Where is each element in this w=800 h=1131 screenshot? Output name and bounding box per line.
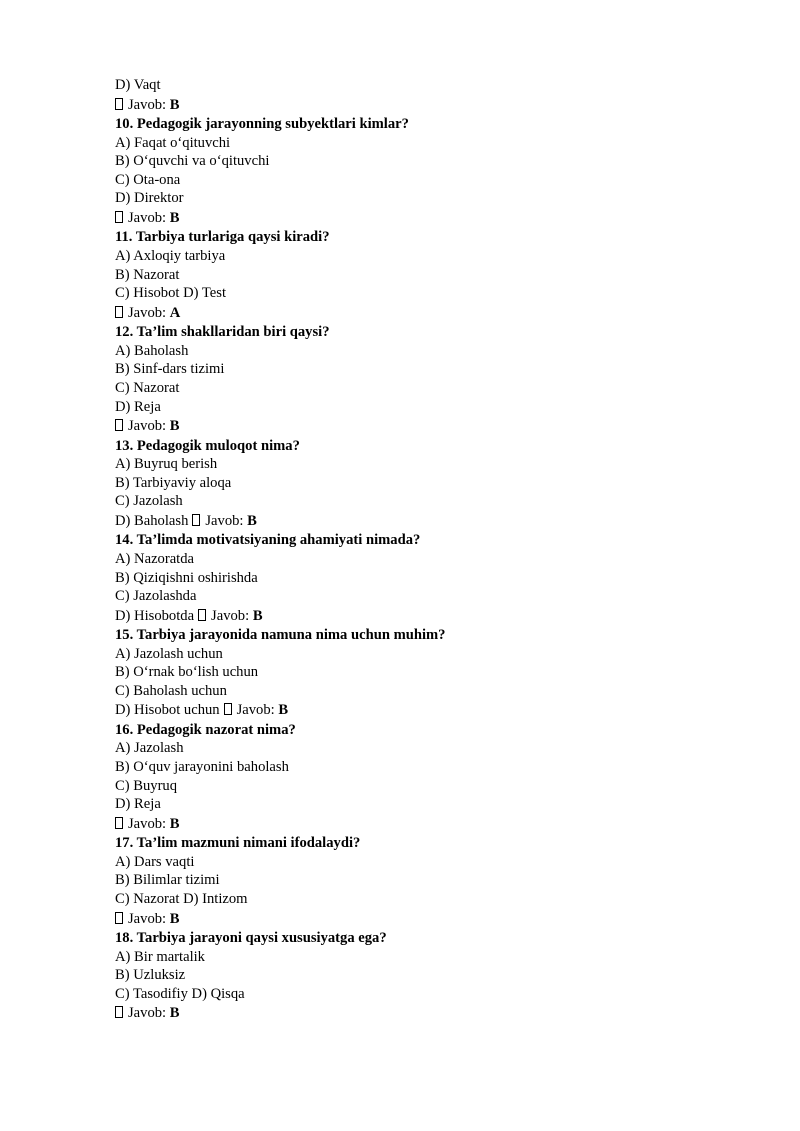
answer-option: D) Hisobotda [115,607,195,624]
answer-option: C) Tasodifiy D) Qisqa [115,985,245,1002]
answer-key-line [115,700,735,720]
answer-key-line [115,1003,735,1023]
answer-option: C) Ota-ona [115,171,181,188]
answer-option: A) Nazoratda [115,550,195,567]
answer-option: B) O‘quvchi va o‘qituvchi [115,153,270,170]
answer-label: Javob: [128,910,170,927]
answer-label: Javob: [211,607,253,624]
answer-option: A) Jazolash uchun [115,645,223,662]
answer-option: B) Sinf-dars tizimi [115,361,225,378]
answer-option: B) Tarbiyaviy aloqa [115,474,232,491]
answer-option: B) Qiziqishni oshirishda [115,569,258,586]
question-heading: 17. Ta’lim mazmuni nimani ifodalaydi? [115,835,361,852]
answer-option: A) Bir martalik [115,948,205,965]
checkbox-glyph-icon [115,419,123,431]
answer-option: C) Baholash uchun [115,682,227,699]
answer-key-line [115,416,735,436]
answer-option: D) Vaqt [115,77,161,93]
correct-answer-letter: B [252,607,263,624]
answer-option: A) Axloqiy tarbiya [115,247,226,264]
checkbox-glyph-icon [115,211,123,223]
checkbox-glyph-icon [115,1006,123,1018]
correct-answer-letter: B [169,1005,180,1022]
answer-option: B) Uzluksiz [115,967,186,984]
checkbox-glyph-icon [224,703,232,715]
answer-option: B) O‘rnak bo‘lish uchun [115,664,259,681]
answer-label: Javob: [236,702,279,719]
answer-option: B) Nazorat [115,266,180,283]
answer-key-line [115,606,735,626]
answer-option: D) Baholash [115,512,189,529]
answer-option: A) Dars vaqti [115,853,195,870]
checkbox-glyph-icon [192,514,200,526]
document-page [115,76,735,1024]
correct-answer-letter: B [169,209,180,226]
question-heading: 10. Pedagogik jarayonning subyektlari kimlar? [115,116,409,132]
question-heading: 13. Pedagogik muloqot nima? [115,437,300,454]
correct-answer-letter: A [169,304,181,321]
answer-key-line [115,909,735,929]
answer-label: Javob: [128,96,170,113]
answer-option: C) Nazorat [115,379,180,396]
answer-option: D) Hisobot uchun [115,702,220,719]
answer-label: Javob: [128,1005,170,1022]
checkbox-glyph-icon [115,817,123,829]
question-heading: 12. Ta’lim shakllaridan biri qaysi? [115,324,330,341]
correct-answer-letter: B [278,702,289,719]
answer-option: C) Hisobot D) Test [115,285,226,302]
question-heading: 14. Ta’limda motivatsiyaning ahamiyati nimada? [115,532,421,549]
answer-key-line [115,511,735,531]
answer-label: Javob: [205,512,248,529]
question-heading: 16. Pedagogik nazorat nima? [115,721,296,738]
answer-option: C) Jazolash [115,493,183,510]
answer-option: D) Direktor [115,190,184,207]
answer-option: B) O‘quv jarayonini baholash [115,759,289,776]
answer-key-line [115,814,735,834]
answer-label: Javob: [128,304,170,321]
answer-label: Javob: [128,418,170,435]
question-heading: 15. Tarbiya jarayonida namuna nima uchun muhim? [115,627,446,644]
answer-key-line [115,95,735,115]
correct-answer-letter: B [169,815,180,832]
answer-option: D) Reja [115,796,161,813]
checkbox-glyph-icon [198,609,206,621]
correct-answer-letter: B [169,418,180,435]
correct-answer-letter: B [169,910,180,927]
answer-label: Javob: [128,815,170,832]
answer-option: A) Buyruq berish [115,456,218,473]
answer-label: Javob: [128,209,170,226]
checkbox-glyph-icon [115,912,123,924]
answer-option: D) Reja [115,398,161,415]
checkbox-glyph-icon [115,98,123,110]
answer-option: B) Bilimlar tizimi [115,872,220,889]
answer-option: C) Nazorat D) Intizom [115,891,248,908]
answer-option: A) Jazolash [115,740,184,757]
answer-option: C) Buyruq [115,777,178,794]
answer-key-line [115,208,735,228]
answer-option: A) Faqat o‘qituvchi [115,134,231,151]
question-heading: 18. Tarbiya jarayoni qaysi xususiyatga ega? [115,930,387,947]
answer-option: C) Jazolashda [115,588,197,605]
correct-answer-letter: B [247,512,257,529]
answer-option: A) Baholash [115,342,189,359]
checkbox-glyph-icon [115,306,123,318]
answer-key-line [115,303,735,323]
question-heading: 11. Tarbiya turlariga qaysi kiradi? [115,229,330,246]
correct-answer-letter: B [169,96,180,113]
